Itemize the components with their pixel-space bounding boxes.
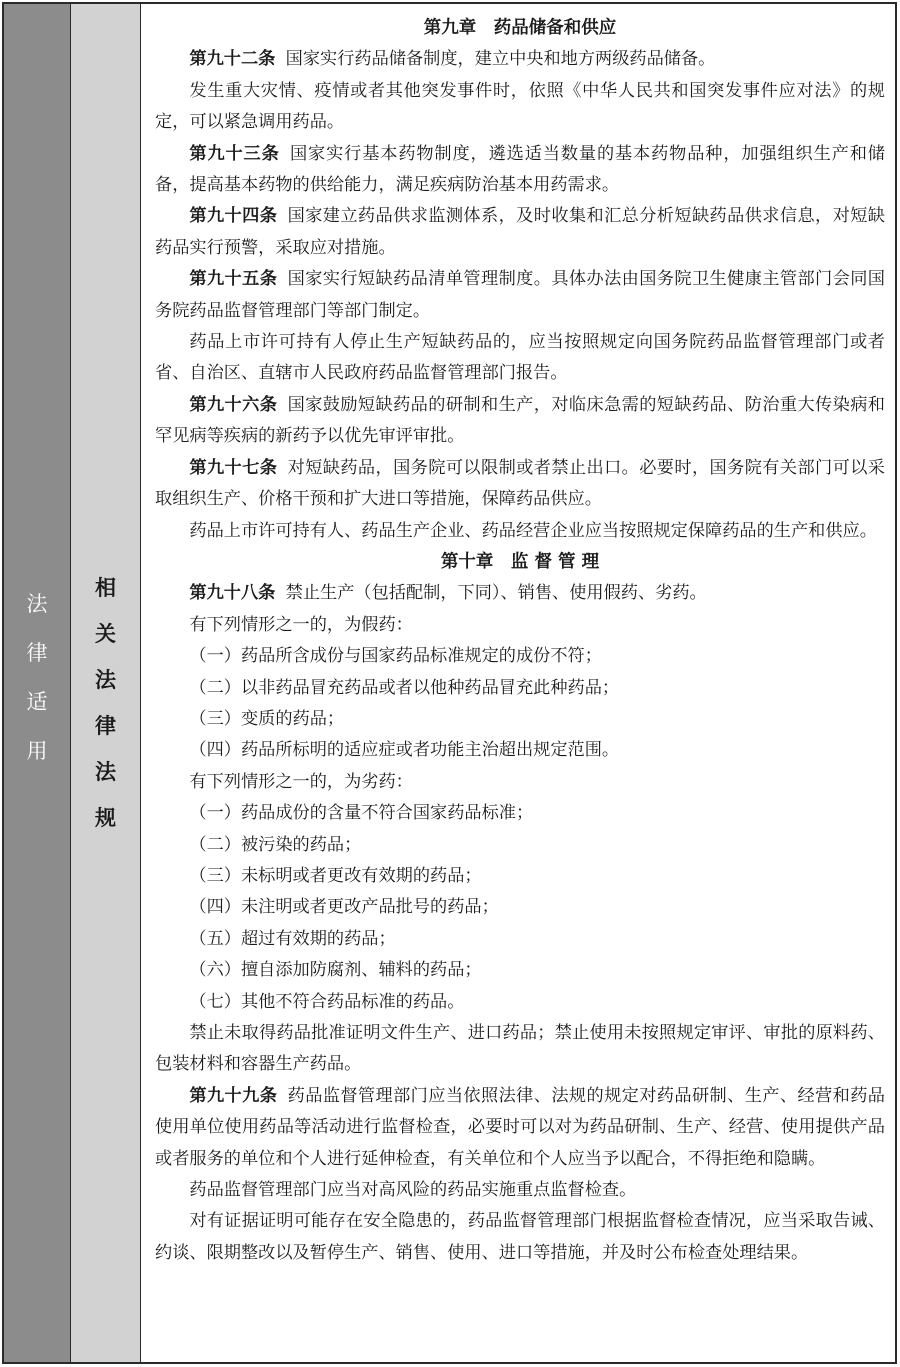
paragraph bbox=[155, 610, 885, 641]
law-table bbox=[2, 2, 897, 1364]
paragraph-text: （一）药品所含成份与国家药品标准规定的成份不符； bbox=[189, 646, 602, 667]
paragraph bbox=[155, 767, 885, 798]
subcategory-char: 关 bbox=[95, 621, 116, 646]
category-column bbox=[4, 4, 71, 1362]
paragraph-text: 国家实行药品储备制度，建立中央和地方两级药品储备。 bbox=[285, 49, 716, 70]
article-number: 第九十四条 bbox=[189, 206, 278, 227]
paragraph bbox=[155, 987, 885, 1018]
paragraph-text: 国家建立药品供求监测体系，及时收集和汇总分析短缺药品供求信息，对短缺药品实行预警，采取应对措施。 bbox=[155, 206, 885, 258]
paragraph-text: （四）药品所标明的适应症或者功能主治超出规定范围。 bbox=[189, 740, 620, 761]
paragraph-text: （四）未注明或者更改产品批号的药品； bbox=[189, 897, 499, 918]
subcategory-column bbox=[71, 4, 141, 1362]
paragraph bbox=[155, 735, 885, 766]
paragraph-text: （二）被污染的药品； bbox=[189, 834, 362, 855]
paragraph bbox=[155, 1206, 885, 1269]
law-text-body bbox=[141, 4, 895, 1362]
paragraph bbox=[155, 1018, 885, 1081]
category-char: 用 bbox=[26, 739, 48, 763]
paragraph bbox=[155, 704, 885, 735]
paragraph-text: （七）其他不符合药品标准的药品。 bbox=[189, 991, 465, 1012]
article-number: 第九十二条 bbox=[189, 49, 276, 70]
paragraph bbox=[155, 327, 885, 390]
paragraph-text: （一）药品成份的含量不符合国家药品标准； bbox=[189, 803, 534, 824]
paragraph-text: 对有证据证明可能存在安全隐患的，药品监督管理部门根据监督检查情况，应当采取告诫、约谈、限期整改以及暂停生产、销售、使用、进口等措施，并及时公布检查处理结果。 bbox=[155, 1211, 885, 1263]
paragraph-text: 国家实行短缺药品清单管理制度。具体办法由国务院卫生健康主管部门会同国务院药品监督管理部门等部门制定。 bbox=[155, 269, 885, 321]
article-paragraph bbox=[155, 139, 885, 202]
article-paragraph bbox=[155, 390, 885, 453]
paragraph-text: 药品上市许可持有人停止生产短缺药品的，应当按照规定向国务院药品监督管理部门或者省、自治区、直辖市人民政府药品监督管理部门报告。 bbox=[155, 332, 885, 384]
paragraph-text: 禁止生产（包括配制，下同）、销售、使用假药、劣药。 bbox=[285, 583, 707, 604]
subcategory-char: 律 bbox=[95, 713, 116, 738]
paragraph-text: 药品上市许可持有人、药品生产企业、药品经营企业应当按照规定保障药品的生产和供应。 bbox=[189, 520, 877, 541]
subcategory-char: 法 bbox=[95, 667, 116, 692]
paragraph-text: （五）超过有效期的药品； bbox=[189, 928, 396, 949]
paragraph bbox=[155, 955, 885, 986]
article-number: 第九十三条 bbox=[189, 143, 280, 164]
article-number: 第九十七条 bbox=[189, 457, 278, 478]
paragraph bbox=[155, 924, 885, 955]
paragraph-text: 药品监督管理部门应当依照法律、法规的规定对药品研制、生产、经营和药品使用单位使用药品等活动进行监督检查，必要时可以对为药品研制、生产、经营、使用提供产品或者服务的单位和个人进行延伸检查，有关单位和个人应当予以配合，不得拒绝和隐瞒。 bbox=[155, 1085, 885, 1169]
paragraph-text: 对短缺药品，国务院可以限制或者禁止出口。必要时，国务院有关部门可以采取组织生产、价格干预和扩大进口等措施，保障药品供应。 bbox=[155, 457, 885, 510]
paragraph bbox=[155, 1175, 885, 1206]
article-number: 第九十五条 bbox=[189, 269, 278, 290]
paragraph bbox=[155, 892, 885, 923]
subcategory-char: 规 bbox=[95, 805, 116, 830]
paragraph bbox=[155, 861, 885, 892]
paragraph-text: 国家实行基本药物制度，遴选适当数量的基本药物品种，加强组织生产和储备，提高基本药物的供给能力，满足疾病防治基本用药需求。 bbox=[155, 143, 885, 196]
article-paragraph bbox=[155, 453, 885, 516]
subcategory-char: 相 bbox=[95, 575, 116, 600]
paragraph-text: 药品监督管理部门应当对高风险的药品实施重点监督检查。 bbox=[189, 1180, 637, 1201]
paragraph bbox=[155, 76, 885, 139]
paragraph bbox=[155, 641, 885, 672]
chapter-heading: 第九章 药品储备和供应 bbox=[423, 18, 617, 38]
subcategory-char: 法 bbox=[95, 759, 116, 784]
article-paragraph bbox=[155, 44, 885, 75]
paragraph-text: 有下列情形之一的，为劣药： bbox=[189, 771, 413, 792]
article-number: 第九十六条 bbox=[189, 394, 278, 415]
article-number: 第九十八条 bbox=[189, 583, 276, 604]
article-paragraph bbox=[155, 578, 885, 609]
paragraph bbox=[155, 798, 885, 829]
paragraph bbox=[155, 673, 885, 704]
chapter-heading: 第十章 监 督 管 理 bbox=[440, 551, 600, 572]
paragraph-text: 禁止未取得药品批准证明文件生产、进口药品；禁止使用未按照规定审评、审批的原料药、包装材料和容器生产药品。 bbox=[155, 1023, 885, 1075]
category-char: 法 bbox=[26, 592, 48, 616]
paragraph-text: （六）擅自添加防腐剂、辅料的药品； bbox=[189, 960, 482, 981]
category-label bbox=[27, 594, 48, 762]
article-paragraph bbox=[155, 264, 885, 327]
paragraph-text: 国家鼓励短缺药品的研制和生产，对临床急需的短缺药品、防治重大传染病和罕见病等疾病的新药予以优先审评审批。 bbox=[155, 394, 885, 447]
paragraph-text: 有下列情形之一的，为假药： bbox=[189, 614, 413, 635]
paragraph-text: 发生重大灾情、疫情或者其他突发事件时，依照《中华人民共和国突发事件应对法》的规定，可以紧急调用药品。 bbox=[155, 80, 885, 133]
category-char: 适 bbox=[26, 690, 48, 714]
paragraph-text: （三）未标明或者更改有效期的药品； bbox=[189, 865, 482, 886]
category-char: 律 bbox=[26, 641, 48, 665]
paragraph-text: （二）以非药品冒充药品或者以他种药品冒充此种药品； bbox=[189, 677, 620, 698]
article-number: 第九十九条 bbox=[189, 1085, 278, 1106]
article-paragraph bbox=[155, 201, 885, 264]
article-paragraph bbox=[155, 1081, 885, 1175]
paragraph bbox=[155, 830, 885, 861]
subcategory-label bbox=[95, 575, 116, 830]
paragraph-text: （三）变质的药品； bbox=[189, 708, 345, 729]
paragraph bbox=[155, 516, 885, 547]
